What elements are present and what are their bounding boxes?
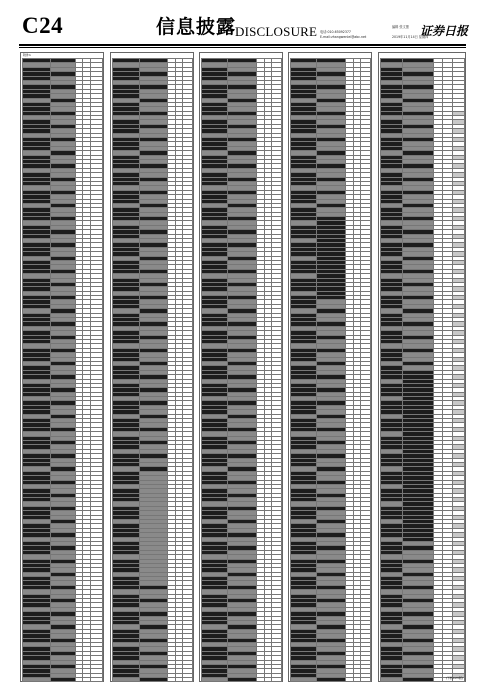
column-heading: 附件1	[23, 53, 31, 57]
page-number: C24	[22, 13, 64, 38]
table-column-5	[378, 52, 466, 682]
newspaper-logo: 证券日报	[420, 24, 469, 38]
section-title: 信息披露	[156, 16, 237, 38]
email-line: E-mail:zhangwenlei@abc.net	[320, 35, 367, 39]
phone-line: 电话:010-65092377	[320, 30, 351, 34]
table-column-1	[20, 52, 104, 682]
masthead-rule-thin	[19, 47, 466, 48]
disclosure-table	[201, 58, 282, 682]
table-column-4	[288, 52, 372, 682]
section-title-english: DISCLOSURE	[235, 24, 318, 39]
editor-line: 编辑 张文蕾	[392, 25, 409, 29]
disclosure-table	[290, 58, 371, 682]
table-column-2	[110, 52, 194, 682]
masthead	[0, 0, 484, 48]
masthead-rule-thick	[19, 44, 466, 46]
date-line: 2019年11月14日 星期四	[392, 35, 429, 39]
disclosure-table	[380, 58, 465, 682]
table-column-3	[199, 52, 283, 682]
disclosure-table	[22, 58, 103, 682]
disclosure-table	[112, 58, 193, 682]
